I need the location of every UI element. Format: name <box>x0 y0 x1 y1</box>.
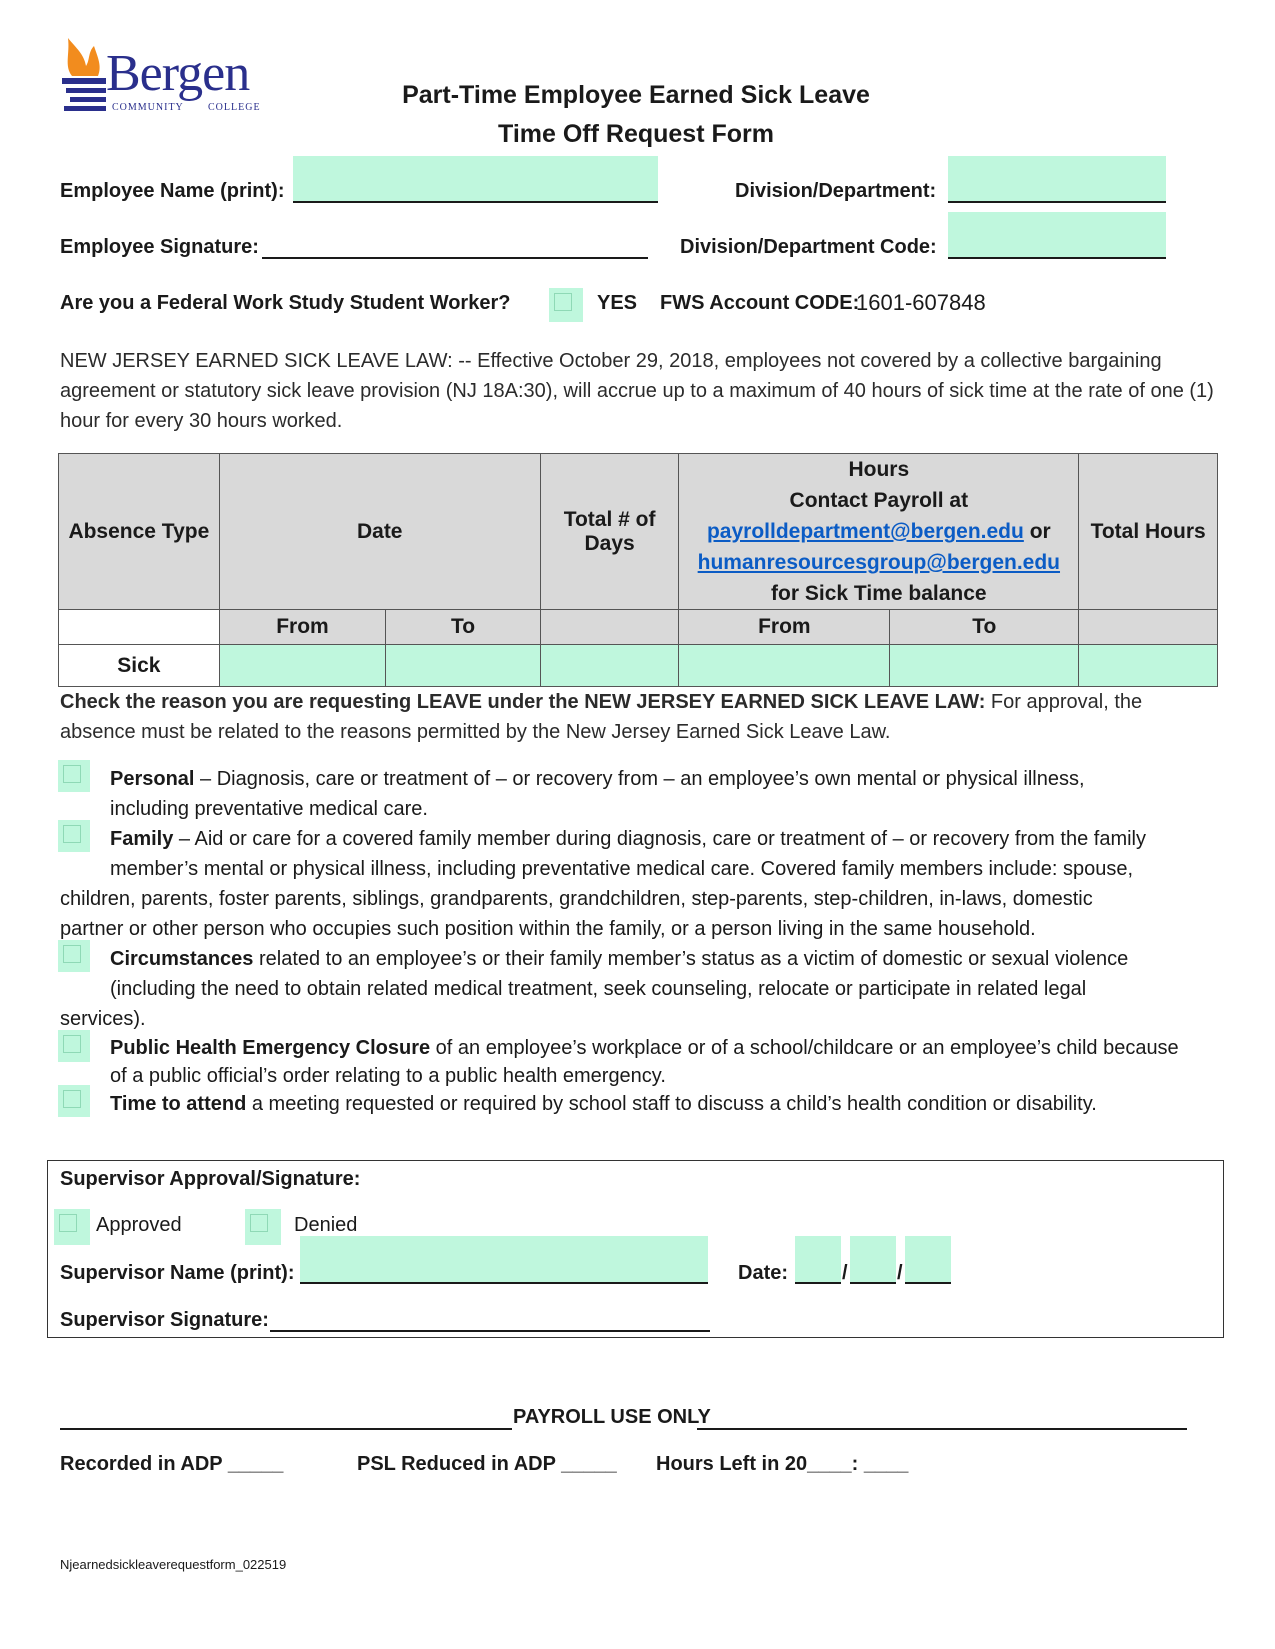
hours-title: Hours <box>848 458 910 481</box>
division-underline <box>948 201 1166 203</box>
reason-family <box>110 824 1220 884</box>
date-to-header: To <box>386 610 540 645</box>
total-hours-subheader <box>1079 610 1218 645</box>
logo-tagline-right: COLLEGE <box>208 102 261 113</box>
reason-public-health-line2: of a public official’s order relating to a public health emergency. <box>110 1065 666 1087</box>
payroll-rule-right <box>697 1428 1187 1430</box>
fws-code-label: FWS Account CODE: <box>660 292 860 314</box>
hours-contact: Contact Payroll at <box>789 489 969 512</box>
reason-personal-text: – Diagnosis, care or treatment of – or recovery from – an employee’s own mental or physical illness, <box>194 768 1085 790</box>
supervisor-name-label: Supervisor Name (print): <box>60 1262 295 1284</box>
date-month-underline <box>795 1282 841 1284</box>
supervisor-signature-label: Supervisor Signature: <box>60 1309 269 1331</box>
col-hours <box>679 454 1079 610</box>
reason-personal-title: Personal <box>110 768 195 790</box>
reason-time-to-attend <box>110 1089 1220 1119</box>
form-title-line1: Part-Time Employee Earned Sick Leave <box>402 81 870 109</box>
law-text: NEW JERSEY EARNED SICK LEAVE LAW: -- Effective October 29, 2018, employees not covered by a collective bargaining agreement or statutory sick leave provision (NJ 18A:30), will accrue up to a maximum of 40 hours of sick time at the rate of one (1) hour for every 30 hours worked. <box>60 350 1214 432</box>
employee-name-input[interactable] <box>293 156 658 202</box>
logo-name: Bergen <box>106 45 250 102</box>
reason-public-health-title: Public Health Emergency Closure <box>110 1037 431 1059</box>
supervisor-name-underline <box>300 1282 708 1284</box>
denied-checkbox[interactable] <box>245 1209 281 1245</box>
reasons-intro <box>60 687 1220 747</box>
sick-total-hours-input[interactable] <box>1079 645 1218 687</box>
reason-circumstances-text: related to an employee’s or their family member’s status as a victim of domestic or sexual violence <box>253 948 1129 970</box>
logo-tagline-left: COMMUNITY <box>112 102 184 113</box>
payroll-rule-left <box>60 1428 512 1430</box>
reason-personal <box>110 764 1220 824</box>
sick-hours-to-input[interactable] <box>890 645 1079 687</box>
fws-yes-label: YES <box>597 292 638 314</box>
supervisor-approval-label: Supervisor Approval/Signature: <box>60 1168 361 1190</box>
date-sep-2: / <box>897 1262 903 1284</box>
reason-circumstances-cont <box>60 1004 1220 1034</box>
sick-date-from-input[interactable] <box>219 645 386 687</box>
reason-family-line2: member’s mental or physical illness, including preventative medical care. Covered family members include: spouse, <box>110 858 1134 880</box>
sick-hours-from-input[interactable] <box>679 645 890 687</box>
reasons-intro-bold: Check the reason you are requesting LEAVE under the NEW JERSEY EARNED SICK LEAVE LAW: <box>60 691 986 713</box>
employee-name-underline <box>293 201 658 203</box>
fws-question: Are you a Federal Work Study Student Worker? <box>60 292 511 314</box>
employee-signature-line[interactable] <box>262 257 648 259</box>
reason-time-to-attend-checkbox[interactable] <box>58 1085 90 1117</box>
reason-time-to-attend-title: Time to attend <box>110 1093 247 1115</box>
date-day-underline <box>850 1282 896 1284</box>
fws-yes-checkbox[interactable] <box>549 288 583 322</box>
form-title-line2: Time Off Request Form <box>498 120 774 148</box>
sick-date-to-input[interactable] <box>386 645 540 687</box>
date-label: Date: <box>738 1262 789 1284</box>
division-code-label: Division/Department Code: <box>680 236 937 258</box>
reasons-intro-rest: For approval, the absence must be related to the reasons permitted by the New Jersey Earned Sick Leave Law. <box>60 691 1143 743</box>
hr-email-link[interactable]: humanresourcesgroup@bergen.edu <box>697 551 1061 574</box>
absence-table <box>58 453 1218 687</box>
employee-name-label: Employee Name (print): <box>60 180 285 202</box>
reason-public-health-checkbox[interactable] <box>58 1030 90 1062</box>
date-from-header: From <box>219 610 386 645</box>
supervisor-name-input[interactable] <box>300 1236 708 1282</box>
date-sep-1: / <box>842 1262 848 1284</box>
reason-family-text: – Aid or care for a covered family member during diagnosis, care or treatment of – or recovery from the family <box>173 828 1146 850</box>
col-date: Date <box>219 454 540 610</box>
flame-icon <box>62 36 110 116</box>
college-logo <box>62 36 262 118</box>
approved-label: Approved <box>96 1214 182 1236</box>
reason-public-health <box>110 1034 1220 1090</box>
reason-circumstances-title: Circumstances <box>110 948 254 970</box>
denied-label: Denied <box>294 1214 358 1236</box>
payroll-hours-left: Hours Left in 20____: ____ <box>656 1453 909 1475</box>
division-label: Division/Department: <box>735 180 937 202</box>
supervisor-signature-line[interactable] <box>270 1330 710 1332</box>
col-absence-type: Absence Type <box>59 454 220 610</box>
hours-or: or <box>1029 520 1051 543</box>
reason-family-line3: children, parents, foster parents, siblings, grandparents, grandchildren, step-parents, step-children, in-laws, domestic <box>60 888 1093 910</box>
division-input[interactable] <box>948 156 1166 202</box>
sick-total-days-input[interactable] <box>540 645 679 687</box>
hours-balance: for Sick Time balance <box>771 582 987 605</box>
date-year-input[interactable] <box>905 1236 951 1282</box>
reason-circumstances-checkbox[interactable] <box>58 940 90 972</box>
payroll-psl-reduced: PSL Reduced in ADP _____ <box>357 1453 617 1475</box>
hours-to-header: To <box>890 610 1079 645</box>
reason-family-line4: partner or other person who occupies such position within the family, or a person living in the same household. <box>60 918 1036 940</box>
col-total-hours: Total Hours <box>1079 454 1218 610</box>
reason-time-to-attend-text: a meeting requested or required by school staff to discuss a child’s health condition or disability. <box>246 1093 1097 1115</box>
payroll-email-link[interactable]: payrolldepartment@bergen.edu <box>706 520 1024 543</box>
hours-from-header: From <box>679 610 890 645</box>
col-total-days: Total # of Days <box>540 454 679 610</box>
division-code-underline <box>948 257 1166 259</box>
approved-checkbox[interactable] <box>54 1209 90 1245</box>
reason-public-health-text: of an employee’s workplace or of a school/childcare or an employee’s child because <box>430 1037 1179 1059</box>
date-month-input[interactable] <box>795 1236 841 1282</box>
form-id-footer: Njearnedsickleaverequestform_022519 <box>60 1557 287 1572</box>
date-year-underline <box>905 1282 951 1284</box>
reason-circumstances-line2: (including the need to obtain related medical treatment, seek counseling, relocate or participate in related legal <box>110 978 1087 1000</box>
division-code-input[interactable] <box>948 212 1166 258</box>
employee-signature-label: Employee Signature: <box>60 236 259 258</box>
payroll-recorded: Recorded in ADP _____ <box>60 1453 284 1475</box>
reason-personal-line2: including preventative medical care. <box>110 798 428 820</box>
form-title <box>300 76 972 154</box>
fws-code-value: 1601-607848 <box>856 290 986 315</box>
reason-family-title: Family <box>110 828 174 850</box>
row-sick-label: Sick <box>59 645 220 687</box>
hours-email-line <box>679 516 1078 547</box>
payroll-title: PAYROLL USE ONLY <box>513 1406 711 1428</box>
reason-family-cont <box>60 884 1220 944</box>
reason-circumstances-line3: services). <box>60 1008 146 1030</box>
date-day-input[interactable] <box>850 1236 896 1282</box>
reason-circumstances <box>110 944 1220 1004</box>
days-subheader <box>540 610 679 645</box>
subheader-blank <box>59 610 220 645</box>
reason-personal-checkbox[interactable] <box>58 760 90 792</box>
reason-family-checkbox[interactable] <box>58 820 90 852</box>
